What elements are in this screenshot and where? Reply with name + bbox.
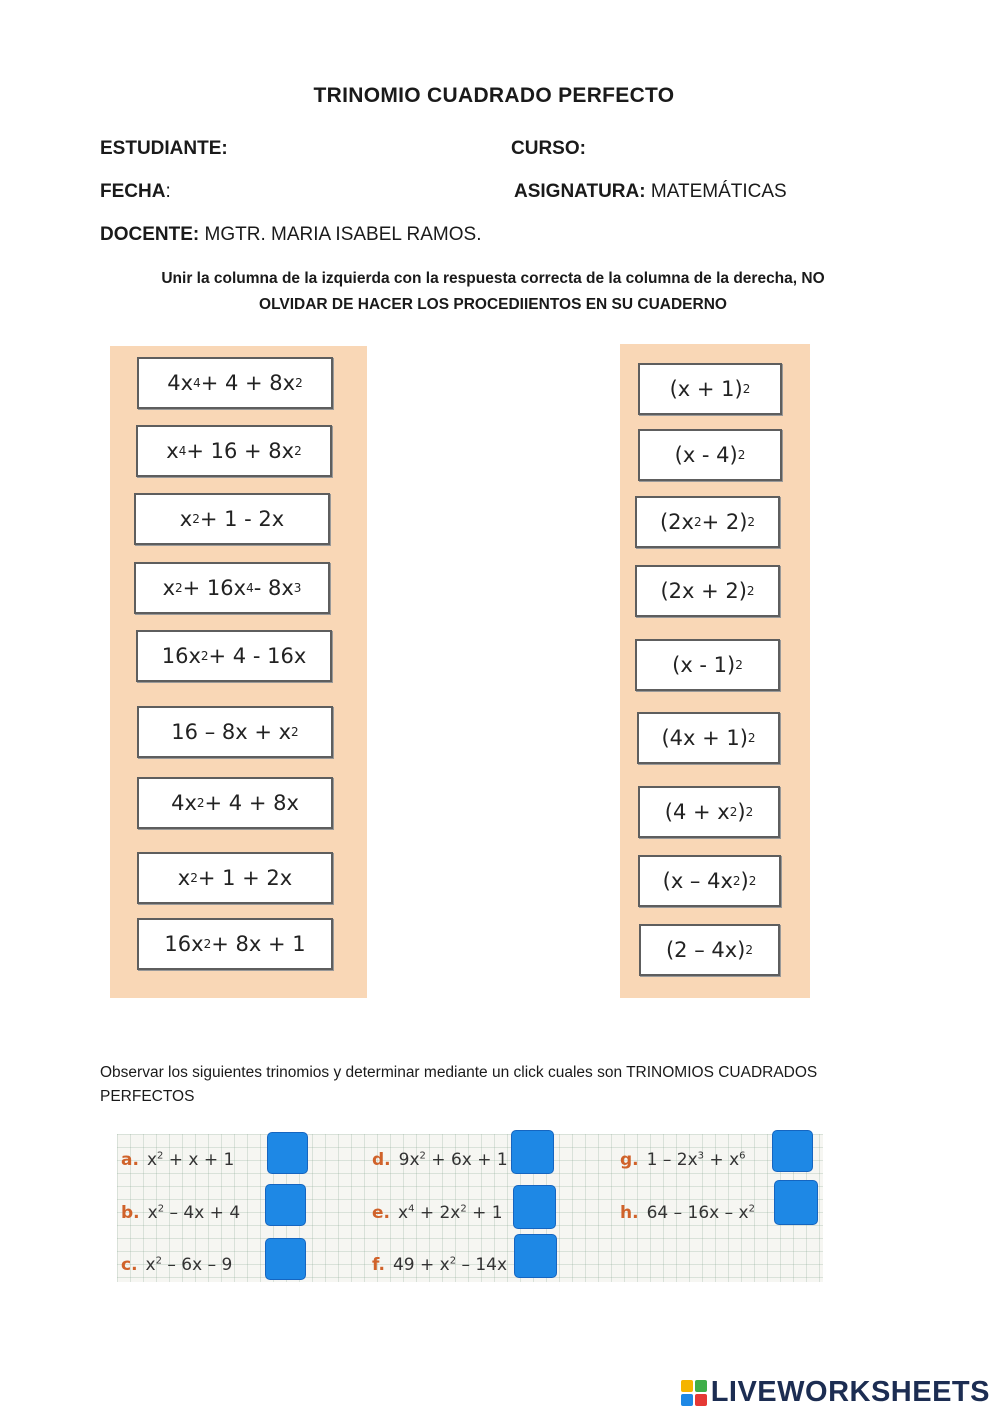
checkbox-h[interactable] (774, 1180, 818, 1225)
left-item[interactable]: 4x 4 + 4 + 8x 2 (137, 357, 333, 409)
left-item[interactable]: 16 – 8x + x 2 (137, 706, 333, 758)
instructions-line-1: Unir la columna de la izquierda con la respuesta correcta de la columna de la derecha, NO (161, 270, 825, 287)
teacher-value: MGTR. MARIA ISABEL RAMOS. (204, 224, 482, 245)
exponent: 4 (408, 1203, 415, 1215)
trinomial-e (372, 1203, 503, 1223)
left-item[interactable]: x 2 + 1 + 2x (137, 852, 333, 904)
checkbox-e[interactable] (513, 1185, 556, 1229)
trinomial-expression: $x^4 + 2x^2 + 1$ (398, 1203, 503, 1223)
exponent: 3 (697, 1150, 705, 1162)
trinomial-expression: $64 - 16x - x^2$ (646, 1203, 755, 1223)
left-item[interactable]: x 4 + 16 + 8x 2 (136, 425, 332, 477)
left-item[interactable]: x 2 + 16x 4 - 8x 3 (134, 562, 330, 614)
date-label: FECHA (100, 181, 166, 202)
checkbox-g[interactable] (772, 1130, 813, 1172)
teacher-field (100, 224, 481, 246)
trinomial-letter: e. (372, 1203, 390, 1223)
exponent: 2 (449, 1255, 457, 1267)
right-item[interactable]: (x - 4) 2 (638, 429, 782, 481)
brand-text: LIVEWORKSHEETS (710, 1376, 990, 1408)
exponent: 2 (157, 1150, 164, 1162)
checkbox-d[interactable] (511, 1130, 554, 1174)
right-item[interactable]: (4 + x 2 ) 2 (638, 786, 780, 838)
checkbox-f[interactable] (514, 1234, 557, 1278)
trinomial-letter: c. (121, 1255, 138, 1275)
liveworksheets-icon (681, 1380, 707, 1406)
checkbox-a[interactable] (267, 1132, 308, 1174)
exponent: 2 (155, 1255, 162, 1267)
brand-logo (681, 1376, 990, 1409)
trinomials-grid (117, 1134, 823, 1282)
trinomial-f (372, 1255, 507, 1275)
trinomial-letter: f. (372, 1255, 385, 1275)
date-field (100, 181, 171, 203)
trinomial-letter: b. (121, 1203, 140, 1223)
trinomial-expression: $x^2 - 6x - 9$ (145, 1255, 233, 1275)
right-column-panel (620, 344, 810, 998)
trinomial-a (121, 1150, 234, 1170)
trinomial-expression: $49 + x^2 - 14x$ (392, 1255, 508, 1275)
right-item[interactable]: (2x 2 + 2) 2 (635, 496, 780, 548)
question-2-line-2: PERFECTOS (100, 1088, 195, 1105)
right-item[interactable]: (4x + 1) 2 (637, 712, 780, 764)
left-column-panel (110, 346, 367, 998)
left-item[interactable]: x 2 + 1 - 2x (134, 493, 330, 545)
subject-field (514, 181, 787, 203)
trinomial-expression: $x^2 - 4x + 4$ (147, 1203, 241, 1223)
trinomial-letter: h. (620, 1203, 639, 1223)
trinomial-d (372, 1150, 508, 1170)
instructions-line-2: OLVIDAR DE HACER LOS PROCEDIIENTOS EN SU CUADERNO (259, 296, 727, 313)
exponent: 2 (460, 1203, 467, 1215)
checkbox-c[interactable] (265, 1238, 306, 1280)
course-label: CURSO: (511, 138, 586, 159)
trinomial-letter: d. (372, 1150, 391, 1170)
exponent: 2 (419, 1150, 426, 1162)
trinomial-b (121, 1203, 240, 1223)
date-colon: : (165, 181, 171, 202)
trinomial-letter: a. (121, 1150, 139, 1170)
trinomial-expression: $1 - 2x^3 + x^6$ (646, 1150, 746, 1170)
subject-value: MATEMÁTICAS (650, 181, 787, 202)
student-label: ESTUDIANTE: (100, 138, 228, 159)
trinomial-c (121, 1255, 232, 1275)
teacher-label: DOCENTE: (100, 224, 200, 245)
student-field (100, 138, 228, 160)
left-item[interactable]: 16x 2 + 8x + 1 (137, 918, 333, 970)
trinomial-expression: $9x^2 + 6x + 1$ (398, 1150, 508, 1170)
left-item[interactable]: 4x 2 + 4 + 8x (137, 777, 333, 829)
course-field (511, 138, 586, 160)
right-item[interactable]: (x - 1) 2 (635, 639, 780, 691)
left-item[interactable]: 16x 2 + 4 - 16x (136, 630, 332, 682)
right-item[interactable]: (2x + 2) 2 (635, 565, 780, 617)
checkbox-b[interactable] (265, 1184, 306, 1226)
exponent: 2 (157, 1203, 165, 1215)
trinomial-h (620, 1203, 755, 1223)
question-2-line-1: Observar los siguientes trinomios y determinar mediante un click cuales son TRINOMIOS CUADRADOS (100, 1064, 818, 1081)
right-item[interactable]: (x – 4x 2 ) 2 (638, 855, 781, 907)
instructions (100, 266, 886, 318)
exponent: 6 (739, 1150, 746, 1162)
trinomial-letter: g. (620, 1150, 639, 1170)
right-item[interactable]: (x + 1) 2 (638, 363, 782, 415)
subject-label: ASIGNATURA: (514, 181, 646, 202)
exponent: 2 (748, 1203, 755, 1215)
trinomial-g (620, 1150, 746, 1170)
page-title: TRINOMIO CUADRADO PERFECTO (313, 84, 675, 107)
right-item[interactable]: (2 – 4x) 2 (639, 924, 780, 976)
question-2-text (100, 1061, 890, 1109)
trinomial-expression: $x^2 + x + 1$ (146, 1150, 235, 1170)
